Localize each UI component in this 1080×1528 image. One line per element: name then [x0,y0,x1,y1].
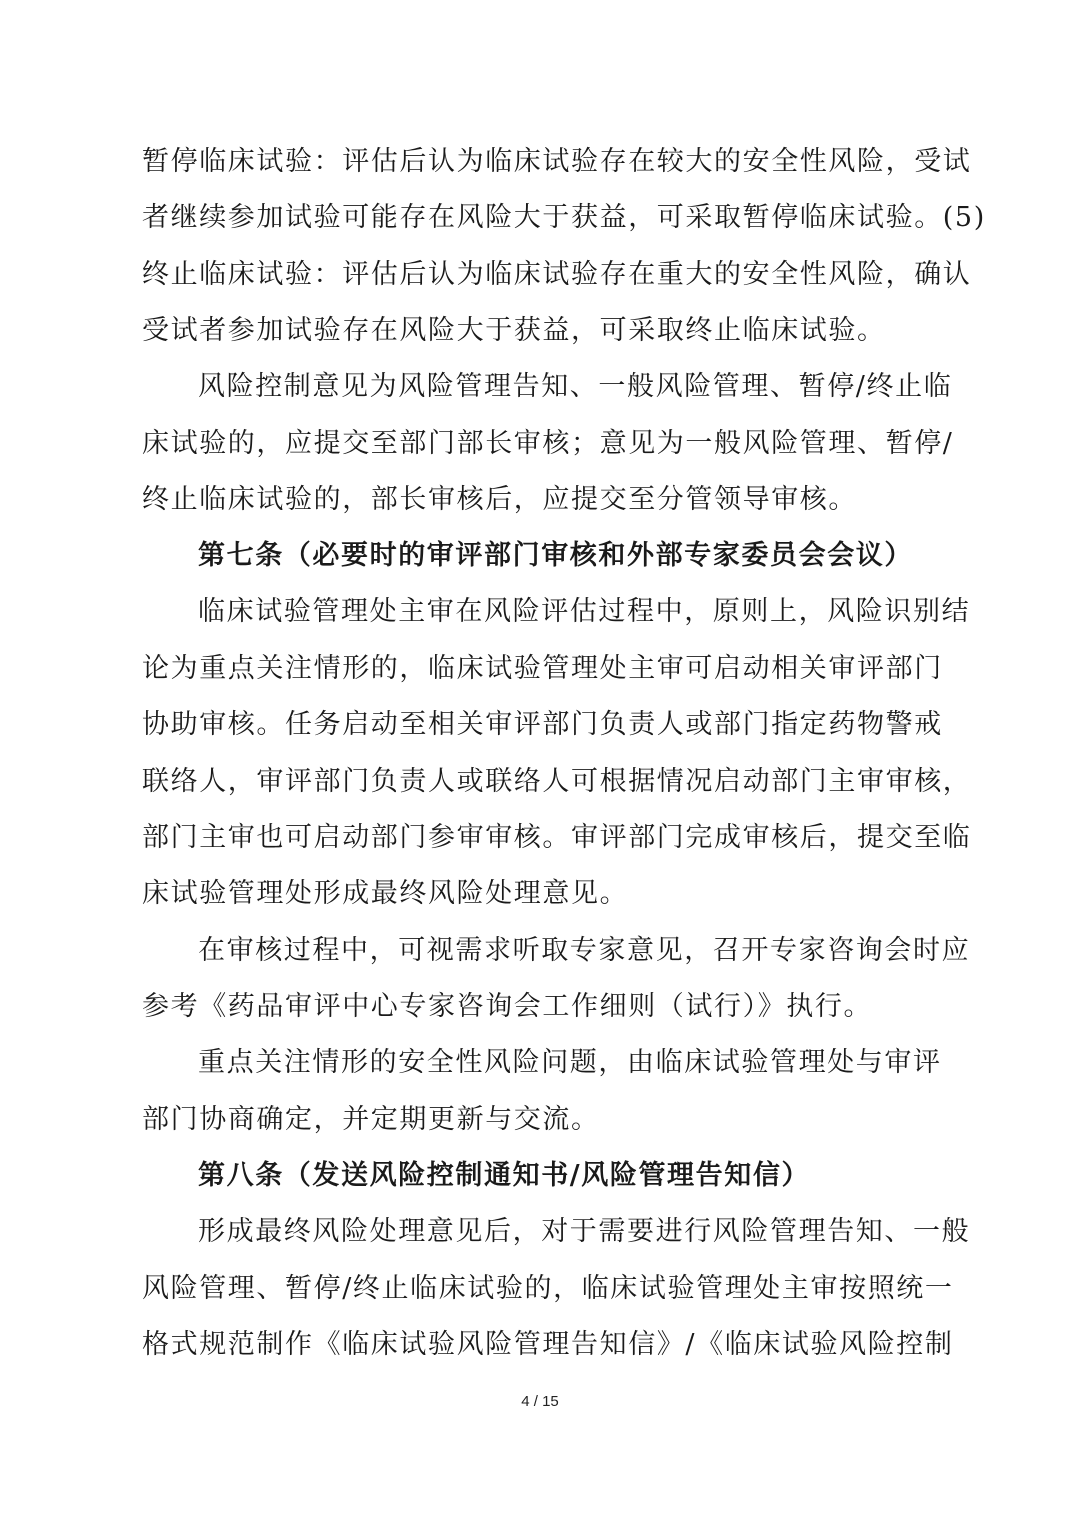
body-line: 参考《药品审评中心专家咨询会工作细则（试行）》执行。 [142,991,873,1022]
body-line: 风险管理、暂停/终止临床试验的，临床试验管理处主审按照统一 [142,1273,954,1304]
body-line: 联络人，审评部门负责人或联络人可根据情况启动部门主审审核， [142,766,972,797]
body-line: 部门协商确定，并定期更新与交流。 [142,1104,600,1135]
paragraph-first-line: 风险控制意见为风险管理告知、一般风险管理、暂停/终止临 [198,371,953,402]
body-line: 床试验的，应提交至部门部长审核；意见为一般风险管理、暂停/ [142,428,954,459]
body-line: 受试者参加试验存在风险大于获益，可采取终止临床试验。 [142,315,886,346]
paragraph-first-line: 临床试验管理处主审在风险评估过程中，原则上，风险识别结 [198,596,971,627]
article-heading-8: 第八条（发送风险控制通知书/风险管理告知信） [198,1160,811,1191]
paragraph-first-line: 在审核过程中，可视需求听取专家意见，召开专家咨询会时应 [198,935,971,966]
paragraph-first-line: 形成最终风险处理意见后，对于需要进行风险管理告知、一般 [198,1216,971,1247]
body-line: 协助审核。任务启动至相关审评部门负责人或部门指定药物警戒 [142,709,943,740]
body-line: 终止临床试验：评估后认为临床试验存在重大的安全性风险，确认 [142,259,972,290]
body-line: 床试验管理处形成最终风险处理意见。 [142,878,629,909]
paragraph-first-line: 重点关注情形的安全性风险问题，由临床试验管理处与审评 [198,1047,942,1078]
body-line: 暂停临床试验：评估后认为临床试验存在较大的安全性风险，受试 [142,146,972,177]
body-line: 者继续参加试验可能存在风险大于获益，可采取暂停临床试验。(5) [142,202,986,233]
page-number: 4 / 15 [521,1393,559,1410]
body-line: 论为重点关注情形的，临床试验管理处主审可启动相关审评部门 [142,653,943,684]
body-line: 终止临床试验的，部长审核后，应提交至分管领导审核。 [142,484,857,515]
body-line: 部门主审也可启动部门参审审核。审评部门完成审核后，提交至临 [142,822,972,853]
body-line: 格式规范制作《临床试验风险管理告知信》/《临床试验风险控制 [142,1329,954,1360]
article-heading-7: 第七条（必要时的审评部门审核和外部专家委员会会议） [198,540,913,571]
